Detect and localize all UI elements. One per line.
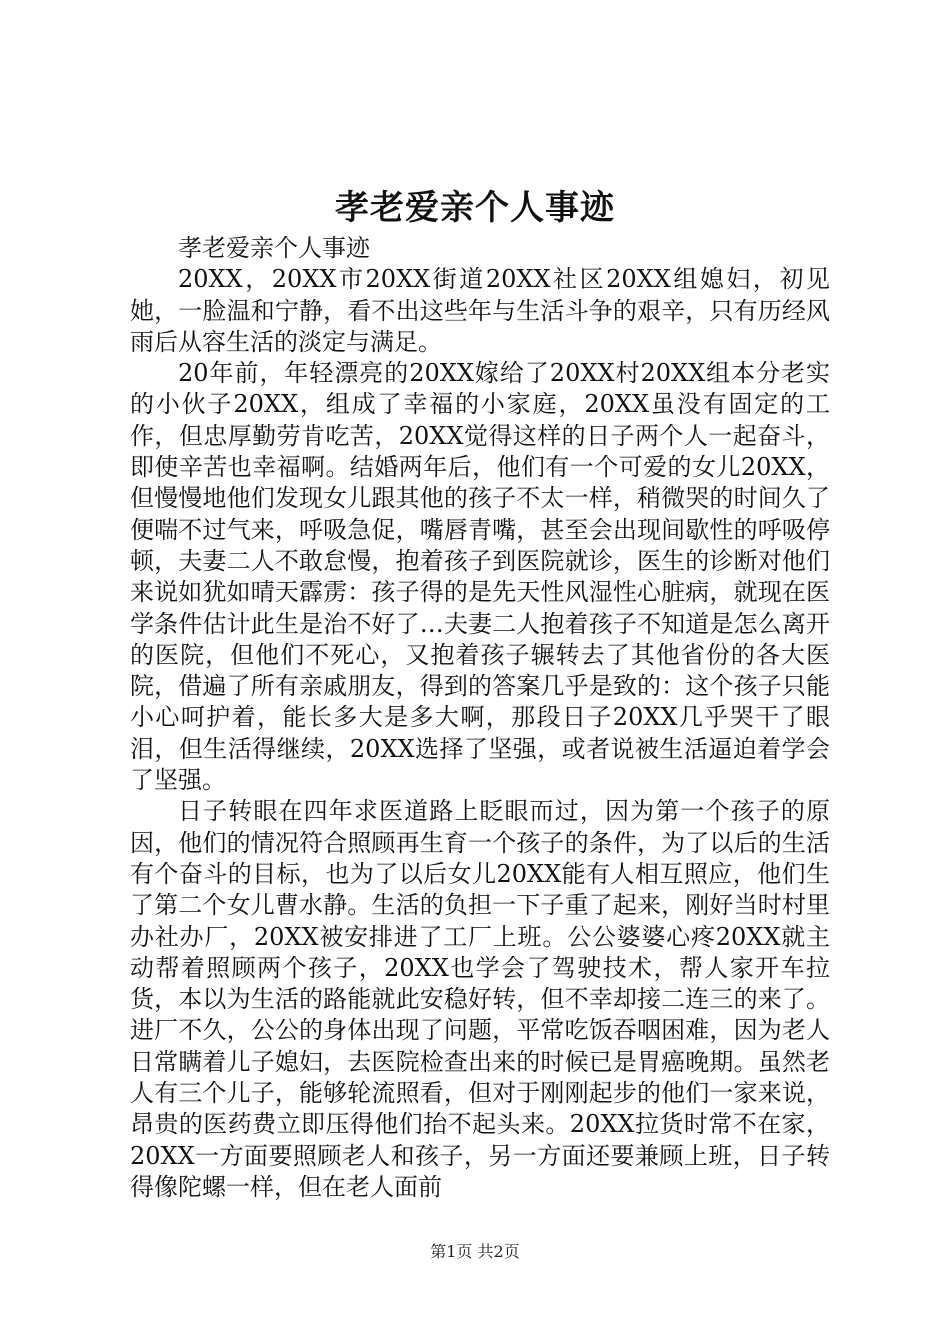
page-number-footer: 第1页 共2页 — [430, 1242, 520, 1261]
paragraph-intro: 20XX，20XX市20XX街道20XX社区20XX组媳妇，初见她，一脸温和宁静，看不出这些年与生活斗争的艰辛，只有历经风雨后从容生活的淡定与满足。 — [130, 265, 830, 356]
paragraph-marriage: 20年前，年轻漂亮的20XX嫁给了20XX村20XX组本分老实的小伙子20XX，组成了幸福的小家庭，20XX虽没有固定的工作，但忠厚勤劳肯吃苦，20XX觉得这样的日子两个人一起奋斗，即使辛苦也幸福啊。结婚两年后，他们有一个可爱的女儿20XX，但慢慢地他们发现女儿跟其他的孩子不太一样，稍微哭的时间久了便喘不过气来，呼吸急促，嘴唇青嘴，甚至会出现间歇性的呼吸停顿，夫妻二人不敢怠慢，抱着孩子到医院就诊，医生的诊断对他们来说如犹如晴天霹雳：孩子得的是先天性风湿性心脏病，就现在医学条件估计此生是治不好了…夫妻二人抱着孩子不知道是怎么离开的医院，但他们不死心，又抱着孩子辗转去了其他省份的各大医院，借遍了所有亲戚朋友，得到的答案几乎是致的：这个孩子只能小心呵护着，能长多大是多大啊，那段日子20XX几乎哭干了眼泪，但生活得继续，20XX选择了坚强，或者说被生活逼迫着学会了坚强。 — [130, 359, 830, 795]
paragraph-heading: 孝老爱亲个人事迹 — [178, 234, 370, 262]
document-title: 孝老爱亲个人事迹 — [335, 188, 615, 228]
paragraph-second-child: 日子转眼在四年求医道路上眨眼而过，因为第一个孩子的原因，他们的情况符合照顾再生育一个孩子的条件，为了以后的生活有个奋斗的目标，也为了以后女儿20XX能有人相互照应，他们生了第二个女儿曹水静。生活的负担一下子重了起来，刚好当时村里办社办厂，20XX被安排进了工厂上班。公公婆婆心疼20XX就主动帮着照顾两个孩子，20XX也学会了驾驶技术，帮人家开车拉货，本以为生活的路能就此安稳好转，但不幸却接二连三的来了。进厂不久，公公的身体出现了问题，平常吃饭吞咽困难，因为老人日常瞒着儿子媳妇，去医院检查出来的时候已是胃癌晚期。虽然老人有三个儿子，能够轮流照看，但对于刚刚起步的他们一家来说，昂贵的医药费立即压得他们抬不起头来。20XX拉货时常不在家，20XX一方面要照顾老人和孩子，另一方面还要兼顾上班，日子转得像陀螺一样，但在老人面前 — [130, 797, 830, 1201]
document-body — [130, 233, 830, 1203]
